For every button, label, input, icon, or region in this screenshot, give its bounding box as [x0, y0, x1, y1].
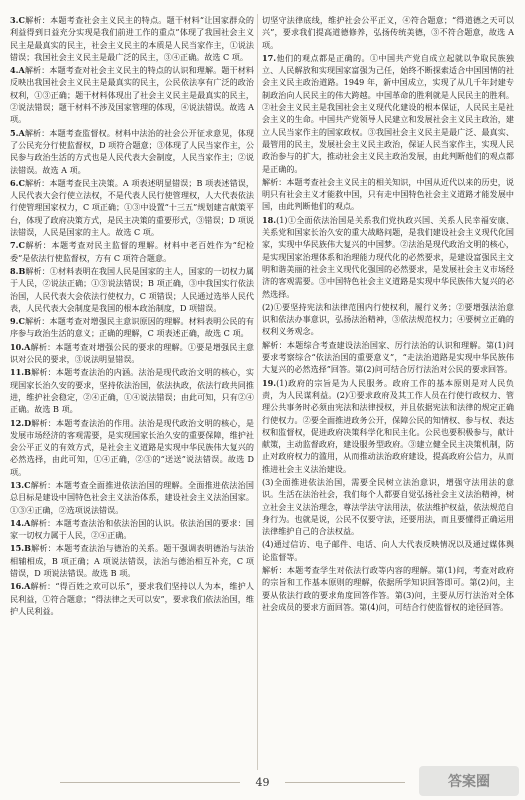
- answer-text: 解析：本题考查对增强公民的要求的理解。①要是增强民主意识对公民的要求，③说法明显错误。: [10, 341, 254, 365]
- answer-number: 18.: [262, 214, 277, 225]
- answer-number: 8.B: [10, 265, 26, 276]
- answer-entry: [262, 176, 514, 213]
- left-column: [10, 14, 254, 774]
- answer-text: 解析：本题考查监督权。材料中法治的社会公开征求意见，体现了公民充分行使监督权，D 项符合题意；③体现了人民当家作主，公民参与政治生活的方式也是人民代表大会制度，人民当家作主；②说法错误。故选 A 项。: [10, 127, 254, 175]
- answer-entry: [10, 64, 254, 125]
- answer-entry: [10, 14, 254, 63]
- answer-number: 17.: [262, 52, 277, 63]
- answer-text: 解析：本题考查法治的内涵。法治是现代政治文明的核心，实现国家长治久安的要求，坚持依法治国，依法执政，依法行政共同推进，维护社会稳定，②④正确，①④说法错误；由此可知，只有②④正确。故选 B 项。: [10, 367, 254, 415]
- answer-entry: [262, 214, 514, 300]
- answer-entry: [10, 341, 254, 366]
- answer-number: 11.B: [10, 367, 31, 378]
- answer-number: 6.C: [10, 177, 25, 188]
- column-divider: [257, 14, 258, 770]
- answer-text: 解析：本题考查社会主义民主的相关知识，中国从近代以来的历史，说明只有社会主义才能救中国，只有走中国特色社会主义道路才能发展中国，由此判断他们的观点。: [262, 176, 514, 212]
- footer-rule-right: [285, 782, 405, 783]
- answer-entry: [262, 476, 514, 537]
- answer-number: 9.C: [10, 316, 25, 327]
- answer-entry: [262, 52, 514, 175]
- answer-text: 解析：本题考查法治的作用。法治是现代政治文明的核心，是发展市场经济的客观需要，是实现国家长治久安的重要保障，维护社会公平正义的有效方式，是社会主义道路是实现中华民族伟大复兴的必然选择，由此可知，①④正确，②③的“送送”说法错误。故选 D 项。: [10, 417, 254, 477]
- answer-entry: [262, 564, 514, 613]
- answer-text: 解析：本题考查对民主监督的理解。材料中老百姓作为“纪检委”是依法行使监督权，方有 C 项符合题意。: [10, 240, 254, 263]
- answer-number: 10.A: [10, 341, 31, 352]
- answer-number: 5.A: [10, 127, 25, 138]
- answer-text: (4)通过信访、电子邮件、电话、向人大代表反映情况以及通过媒体舆论监督等。: [262, 539, 514, 562]
- watermark-text: 答案圈: [448, 774, 490, 790]
- watermark-logo: [419, 766, 519, 796]
- answer-entry: [10, 265, 254, 314]
- answer-number: 13.C: [10, 479, 31, 490]
- answer-number: 14.A: [10, 517, 31, 528]
- answer-entry: [262, 14, 514, 51]
- answer-number: 16.A: [10, 581, 31, 592]
- answer-entry: [10, 127, 254, 176]
- answer-text: (1)政府的宗旨是为人民服务。政府工作的基本原则是对人民负责，为人民谋利益。(2)①要求政府及其工作人员在行使行政权力、管理公共事务时必须由宪法和法律授权，并且依据宪法和法律的规定正确行使权力。②要全面推进政务公开，保障公民的知情权、参与权、表达权和监督权，促进政府决策科学化和民主化。公民也要积极参与，献计献策，主动监督政府，建设服务型政府。③建立健全民主决策机制，防止对政府权力的滥用，从而推动法治政府建设，提高政府公信力，从而推进社会主义法治建设。: [262, 377, 514, 474]
- answer-text: 解析：本题考查全面推进依法治国的理解。全面推进依法治国总目标是建设中国特色社会主义法治体系，建设社会主义法治国家。①③④正确，②选项说法错误。: [10, 479, 254, 515]
- answer-number: 7.C: [10, 240, 25, 251]
- answer-entry: [262, 301, 514, 338]
- answer-entry: [10, 366, 254, 415]
- answer-text: 解析：本题考查社会主义民主的特点。题干材料“让国家群众的利益得到日益充分实现是我们前进工作的重点”体现了我国社会主义民主是最真实的民主，社会主义民主的本质是人民当家作主，①说法错误；我国社会主义民主是最广泛的民主，③④正确。故选 C 项。: [10, 15, 254, 62]
- answer-text: 解析：本题考查法治与德治的关系。题干强调表明德治与法治相辅相成，B 项正确；A 项说法错误，法治与德治相互补充，C 项错误，D 项说法错误。故选 B 项。: [10, 543, 254, 579]
- answer-text: 解析：本题考查法治和依法治国的认识。依法治国的要求：国家一切权力属于人民，②④正确。: [10, 517, 254, 541]
- answer-text: 切坚守法律底线，维护社会公平正义，④符合题意；“得道德之天可以兴”，要求我们提高道德修养，弘扬传统美德，③不符合题意，故选 A 项。: [262, 15, 514, 50]
- answer-text: 解析：本题考查对社会主义民主的特点的认识和理解。题干材料反映出我国社会主义民主是最真实的民主，公民依法享有广泛的政治权利，①③正确；题干材料体现出了社会主义民主是最真实的民主，②说法错误；题干材料不涉及国家管理的体现，④说法错误。故选 A 项。: [10, 65, 254, 125]
- answer-text: 解析：本题考查民主决策。A 项表述明显错误；B 项表述错误，人民代表大会行使立法权，不是代表人民行使管理权，人大代表依法行使管理国家权力，C 项正确；①③中设置“十三五”规划建言献策平台，体现了政府决策方式，是民主决策的重要形式，③错误；D 项说法错误，人民是国家的主人。故选 C 项。: [10, 177, 254, 238]
- answer-entry: [10, 315, 254, 340]
- answer-text: (3)全面推进依法治国，需要全民树立法治意识，增强守法用法的意识。生活在法治社会，我们每个人都要自觉弘扬社会主义法治精神，树立社会主义法治理念，尊法学法守法用法，依法维护权益，依法规范自身行为。也就是说，公民不仅要守法，还要用法，而且要懂得正确运用法律维护自己的合法权益。: [262, 476, 514, 537]
- answer-entry: [10, 177, 254, 238]
- answer-number: 4.A: [10, 65, 25, 76]
- answer-number: 12.D: [10, 417, 32, 428]
- answer-entry: [10, 417, 254, 478]
- answer-entry: [10, 542, 254, 579]
- answer-entry: [10, 239, 254, 264]
- answer-text: 他们的观点都是正确的。①中国共产党自成立起就以争取民族独立、人民解放和实现国家富强为己任，始终不断探索适合中国国情的社会主义民主政治道路。1949 年，新中国成立，实现了从几千年封建专制政治向人民民主的伟大跨越。中国革命的胜利就是人民民主的胜利。②社会主义民主是我国社会主义现代化建设的根本保证，人民民主是社会主义的生命。中国共产党领导人民建立和发展社会主义民主政治，建立人民当家作主的国家政权。③我国社会主义民主是最广泛、最真实、最管用的民主，发展社会主义民主政治，保证人民当家作主，实现人民政治参与的扩大，推动社会主义民主政治发展，由此判断他们的观点都是正确的。: [262, 52, 514, 174]
- answer-entry: [262, 538, 514, 563]
- answer-entry: [10, 479, 254, 516]
- answer-entry: [262, 339, 514, 376]
- answer-number: 15.B: [10, 543, 31, 554]
- page-number: 49: [255, 776, 270, 789]
- right-column: [262, 14, 514, 774]
- answer-entry: [262, 377, 514, 475]
- answer-text: 解析：“得百姓之欢可以乐”，要求我们坚持以人为本，维护人民利益，①符合题意；“得法律之天可以安”，要求我们依法治国，维护人民利益。: [10, 581, 254, 616]
- answer-entry: [10, 580, 254, 617]
- answer-text: 解析：本题综合考查建设法治国家、厉行法治的认识和理解。第(1)问要求考察综合“依法治国的重要意义”，“走法治道路是实现中华民族伟大复兴的必然选择”回答。第(2)问可结合厉行法治对公民的要求回答。: [262, 339, 514, 375]
- answer-text: 解析：本题考查对增强民主意识原因的理解。材料表明公民的有序参与政治生活的意义；正确的理解，C 项表述正确，故选 C 项。: [10, 316, 254, 339]
- answer-text: 解析：①材料表明在我国人民是国家的主人，国家的一切权力属于人民，②说法正确；①③说法错误；B 项正确，③中我国实行依法治国，人民代表大会依法行使权力，C 项错误；人民通过选举人民代表，人民代表大会制度是我国的根本政治制度，D 项错误。: [10, 265, 254, 313]
- answer-text: (2)①要坚持宪法和法律范围内行使权利，履行义务；②要增强法治意识和依法办事意识，弘扬法治精神，③依法规范权力；④要树立正确的权利义务观念。: [262, 301, 514, 337]
- answer-entry: [10, 517, 254, 542]
- answer-text: (1)①全面依法治国是关系我们党执政兴国、关系人民幸福安康、关系党和国家长治久安的重大战略问题，是我们建设社会主义现代化国家，实现中华民族伟大复兴的中国梦。②法治是现代政治文明的核心，是实现国家治理体系和治理能力现代化的必然要求，是建设富强民主文明和谐美丽的社会主义现代化强国的必然要求，是发展社会主义市场经济的客观需要。③中国特色社会主义道路是实现中华民族伟大复兴的必然选择。: [262, 214, 514, 299]
- answer-number: 3.C: [10, 15, 25, 25]
- answer-text: 解析：本题考查学生对依法行政等内容的理解。第(1)问，考查对政府的宗旨和工作基本原则的理解，依据所学知识回答即可。第(2)问，主要从依法行政的要求角度回答作答。第(3)问，主要从厉行法治对全体社会成员的要求方面回答。第(4)问，可结合行使监督权的途径回答。: [262, 565, 514, 612]
- answer-number: 19.: [262, 377, 277, 388]
